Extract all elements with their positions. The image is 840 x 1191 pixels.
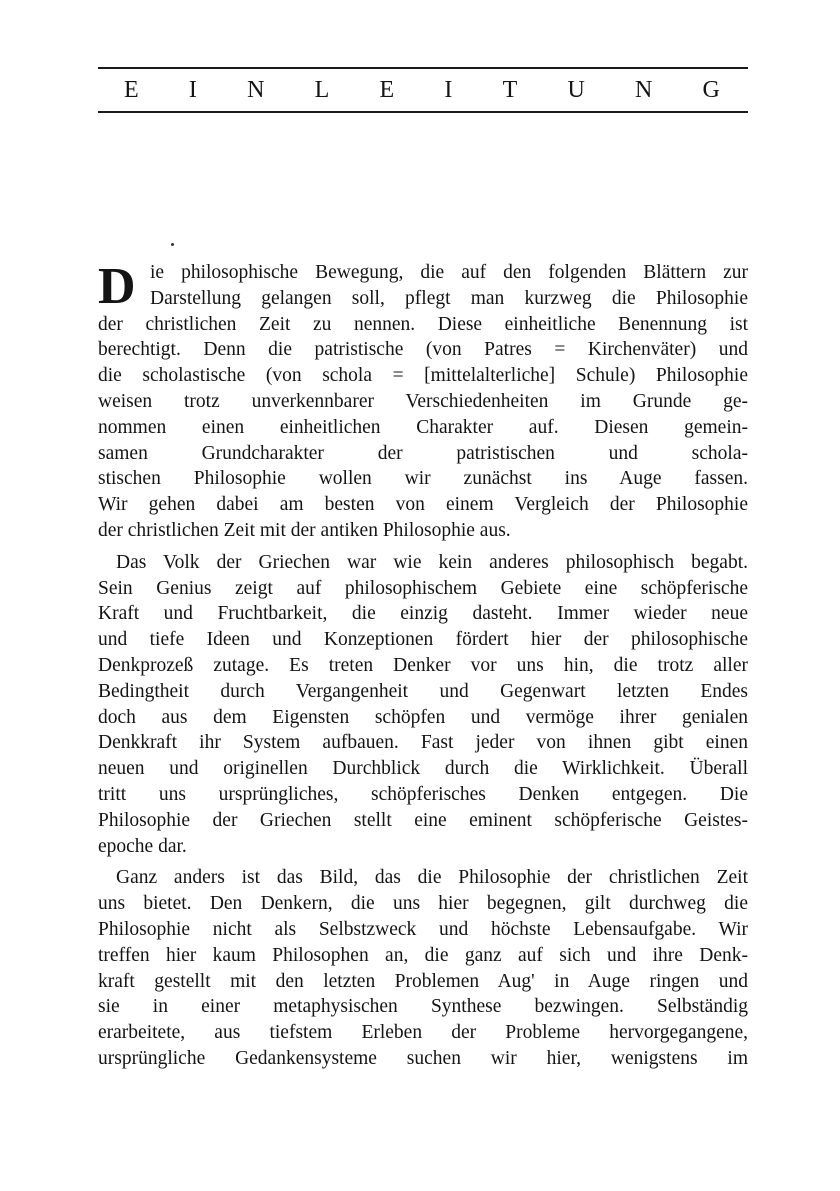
heading-letter: I xyxy=(188,77,197,103)
paragraph-2 xyxy=(98,550,748,860)
text-line: Sein Genius zeigt auf philosophischem Gebiete eine schöpferische xyxy=(98,577,748,599)
paragraph-3 xyxy=(98,865,748,1071)
text-line: uns bietet. Den Denkern, die uns hier begegnen, gilt durchweg die xyxy=(98,893,748,915)
heading-letter: E xyxy=(124,77,139,103)
heading-letter: L xyxy=(314,77,330,103)
text-line: die scholastische (von schola = [mittelalterliche] Schule) Philosophie xyxy=(98,365,748,387)
text-line: stischen Philosophie wollen wir zunächst ins Auge fassen. xyxy=(98,468,748,490)
text-line: Ganz anders ist das Bild, das die Philosophie der christlichen Zeit xyxy=(116,867,748,889)
text-line: erarbeitete, aus tiefstem Erleben der Probleme hervorgegangene, xyxy=(98,1022,748,1044)
heading-letter: G xyxy=(702,77,720,103)
text-line: epoche dar. xyxy=(98,835,187,857)
text-line: nommen einen einheitlichen Charakter auf. Diesen gemein- xyxy=(98,416,748,438)
text-line: Das Volk der Griechen war wie kein anderes philosophisch begabt. xyxy=(116,551,748,573)
chapter-heading xyxy=(98,72,748,108)
heading-rule-top xyxy=(98,67,748,69)
text-line: treffen hier kaum Philosophen an, die ganz auf sich und ihre Denk- xyxy=(98,944,748,966)
text-line: tritt uns ursprüngliches, schöpferisches Denken entgegen. Die xyxy=(98,783,748,805)
text-line: der christlichen Zeit mit der antiken Philosophie aus. xyxy=(98,519,511,541)
heading-letter: N xyxy=(635,77,653,103)
heading-letter: U xyxy=(567,77,585,103)
text-line: Kraft und Fruchtbarkeit, die einzig dasteht. Immer wieder neue xyxy=(98,603,748,625)
text-line: Wir gehen dabei am besten von einem Vergleich der Philosophie xyxy=(98,494,748,516)
heading-letter: I xyxy=(444,77,453,103)
heading-letter: E xyxy=(379,77,395,103)
text-line: Philosophie nicht als Selbstzweck und höchste Lebensaufgabe. Wir xyxy=(98,918,748,940)
text-line: und tiefe Ideen und Konzeptionen fördert hier der philosophische xyxy=(98,629,748,651)
text-line: sie in einer metaphysischen Synthese bezwingen. Selbständig xyxy=(98,996,748,1018)
text-line: Philosophie der Griechen stellt eine eminent schöpferische Geistes- xyxy=(98,809,748,831)
body-text xyxy=(98,260,748,1072)
text-line: weisen trotz unverkennbarer Verschiedenheiten im Grunde ge- xyxy=(98,390,748,412)
text-line: Denkprozeß zutage. Es treten Denker vor uns hin, die trotz aller xyxy=(98,654,748,676)
print-speck xyxy=(171,243,174,246)
drop-cap: D xyxy=(98,258,136,315)
heading-letter: T xyxy=(502,77,518,103)
text-line: doch aus dem Eigensten schöpfen und vermöge ihrer genialen xyxy=(98,706,748,728)
text-line: ursprüngliche Gedankensysteme suchen wir hier, wenigstens im xyxy=(98,1047,748,1069)
text-line: samen Grundcharakter der patristischen und schola- xyxy=(98,442,748,464)
text-line: Denkkraft ihr System aufbauen. Fast jeder von ihnen gibt einen xyxy=(98,732,748,754)
text-line: berechtigt. Denn die patristische (von Patres = Kirchenväter) und xyxy=(98,339,748,361)
text-line: der christlichen Zeit zu nennen. Diese einheitliche Benennung ist xyxy=(98,313,748,335)
heading-letter: N xyxy=(247,77,265,103)
text-line: Darstellung gelangen soll, pflegt man kurzweg die Philosophie xyxy=(150,287,748,309)
text-line: neuen und originellen Durchblick durch die Wirklichkeit. Überall xyxy=(98,758,748,780)
text-line: Bedingtheit durch Vergangenheit und Gegenwart letzten Endes xyxy=(98,680,748,702)
text-line: kraft gestellt mit den letzten Problemen Aug' in Auge ringen und xyxy=(98,970,748,992)
line-text: ie philosophische Bewegung, die auf den folgenden Blättern zur xyxy=(150,262,748,283)
paragraph-1 xyxy=(98,260,748,544)
heading-rule-bottom xyxy=(98,111,748,113)
